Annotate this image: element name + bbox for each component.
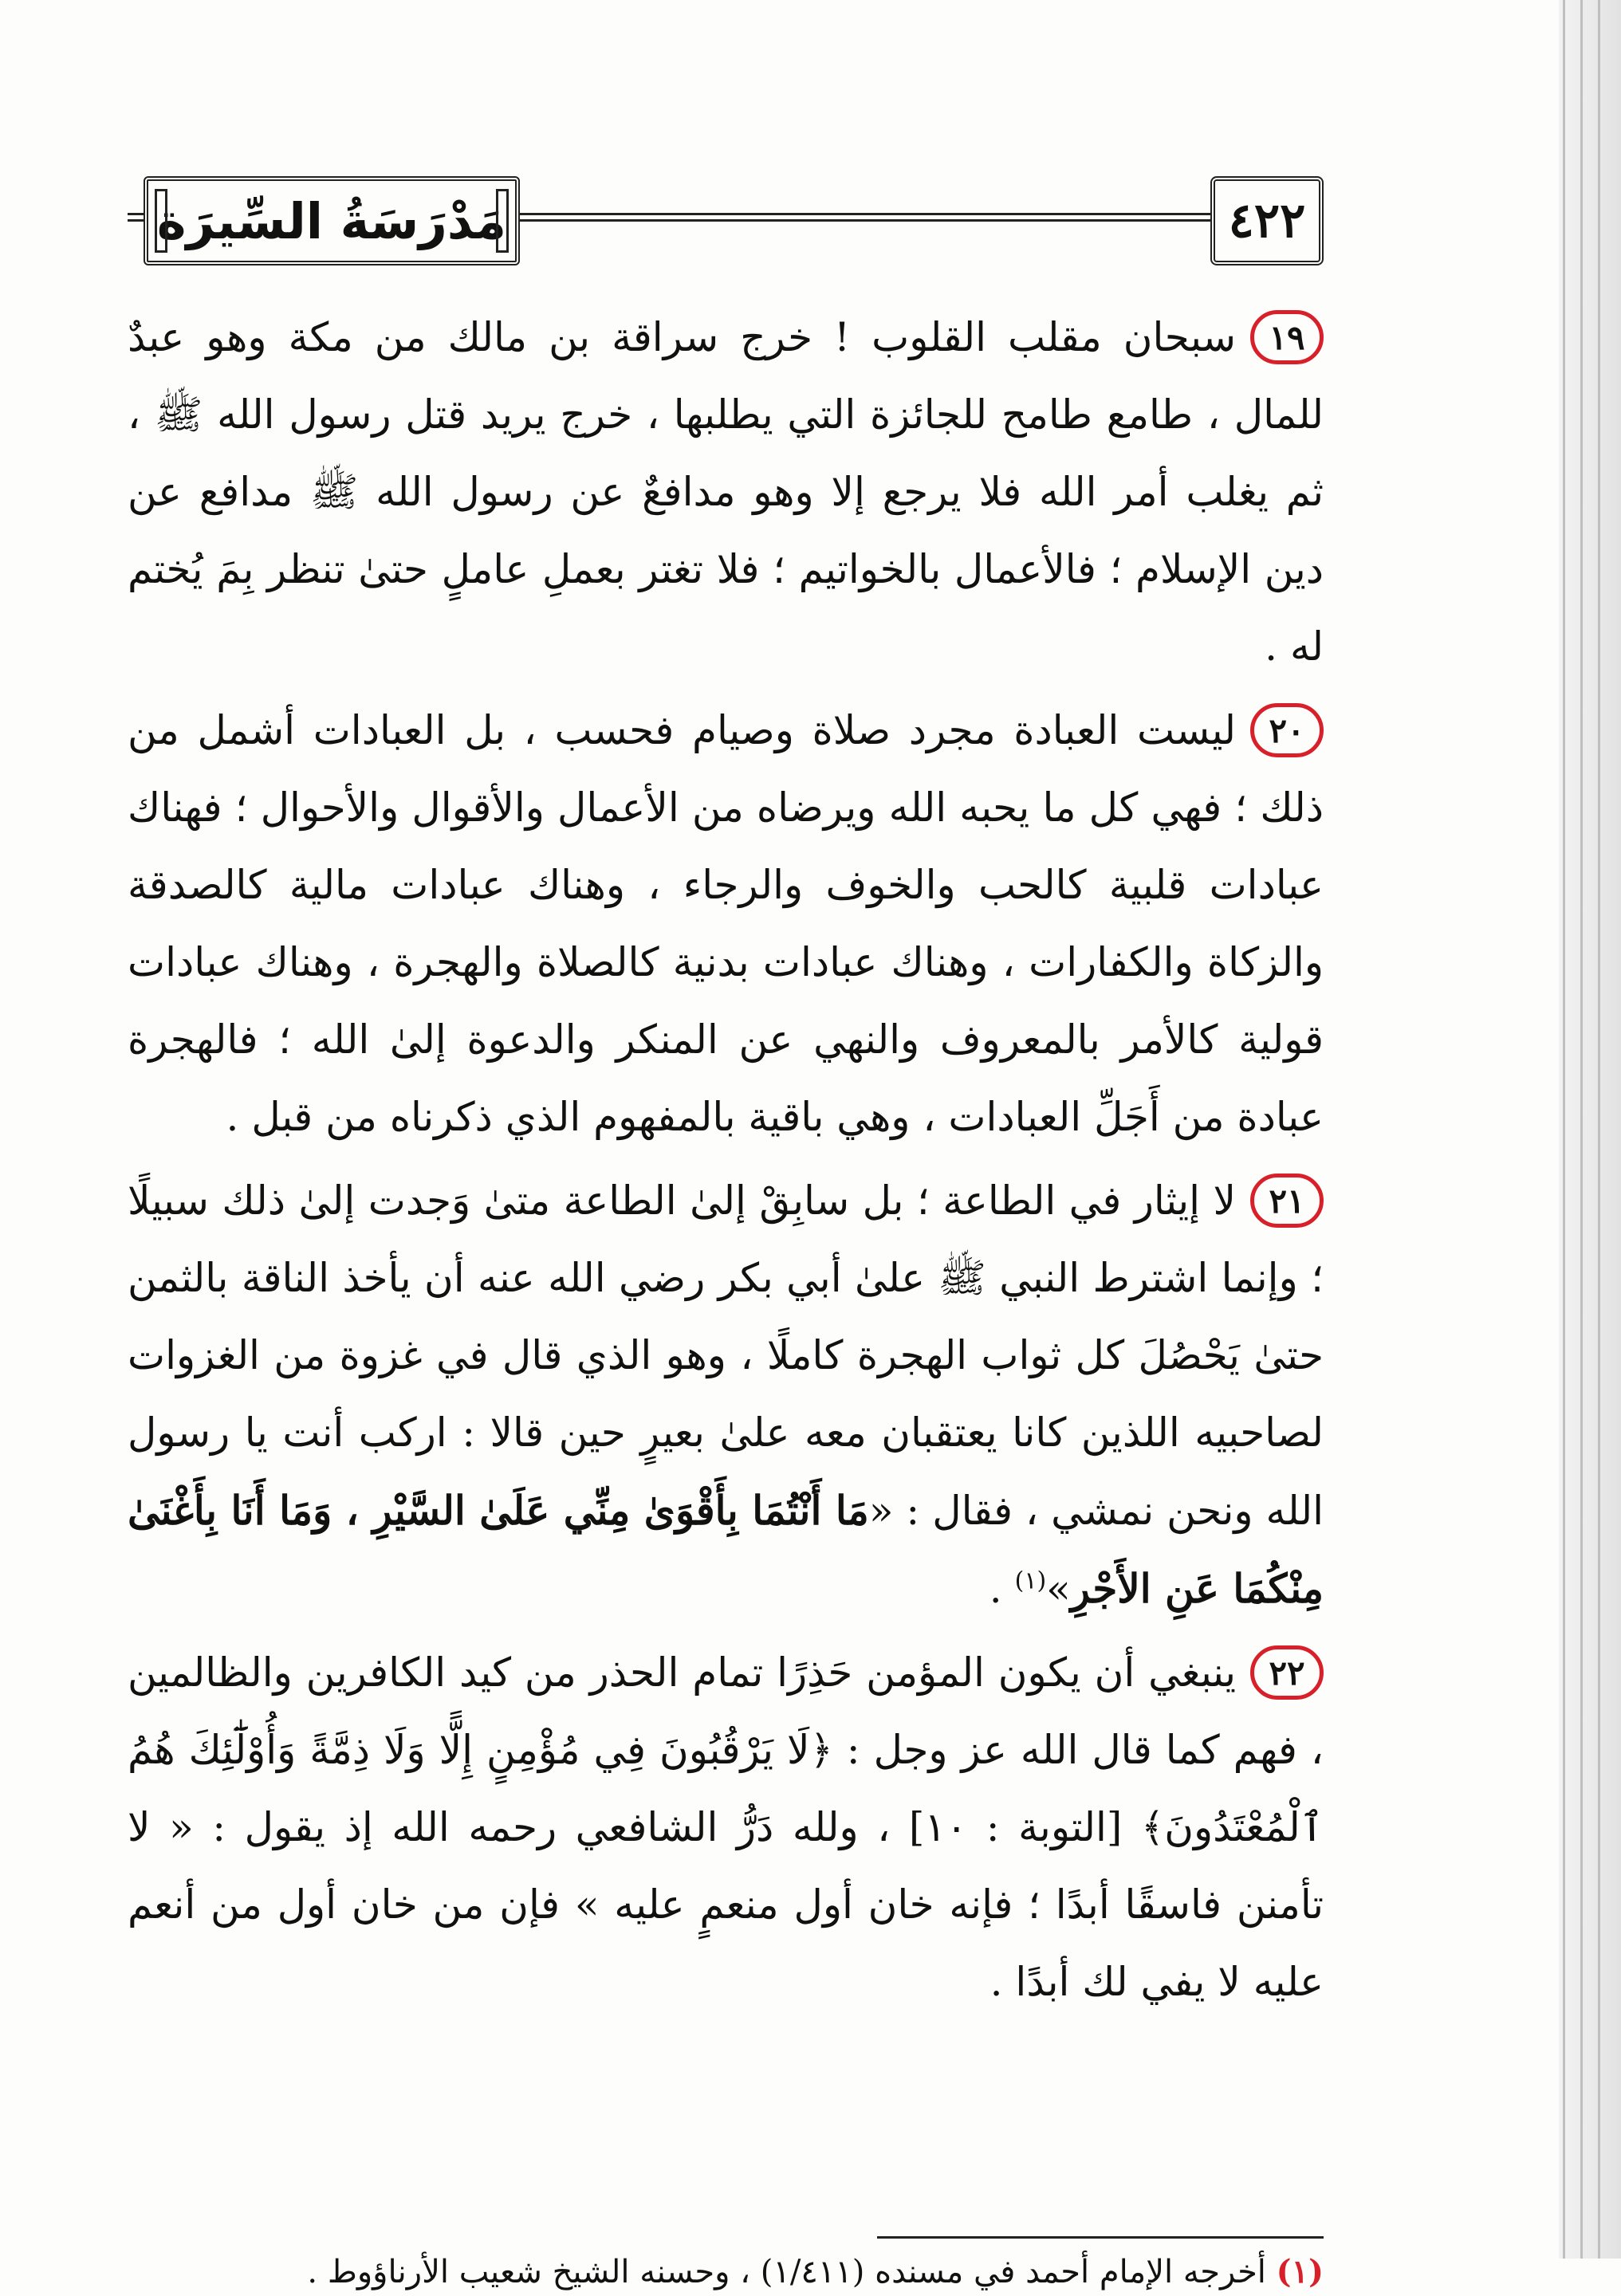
paragraph-text: سبحان مقلب القلوب ! خرج سراقة بن مالك من مكة وهو عبدٌ للمال ، طامع طامح للجائزة التي يطلبها ، خرج يريد قتل رسول الله ﷺ ، ثم يغلب أمر الله فلا يرجع إلا وهو مدافعٌ عن رسول الله ﷺ مدافع عن دين الإسلام ؛ فالأعمال بالخواتيم ؛ فلا تغتر بعملِ عاملٍ حتىٰ تنظر بِمَ يُختم له . <box>128 314 1324 670</box>
paragraph-end: . <box>989 1566 1015 1612</box>
footnote-number: (١) <box>1276 2253 1324 2290</box>
paragraph-number: ٢٢ <box>1250 1645 1324 1700</box>
page-edge-shadow <box>1559 0 1621 2259</box>
page-header <box>128 171 1324 259</box>
paragraph-21 <box>128 1162 1324 1628</box>
quote-close: » <box>1046 1566 1071 1612</box>
paragraph-text: ليست العبادة مجرد صلاة وصيام فحسب ، بل العبادات أشمل من ذلك ؛ فهي كل ما يحبه الله ويرضاه من الأعمال والأقوال والأحوال ؛ فهناك عبادات قلبية كالحب والخوف والرجاء ، وهناك عبادات مالية كالصدقة والزكاة والكفارات ، وهناك عبادات بدنية كالصلاة والهجرة ، وهناك عبادات قولية كالأمر بالمعروف والنهي عن المنكر والدعوة إلىٰ الله ؛ فالهجرة عبادة من أَجَلِّ العبادات ، وهي باقية بالمفهوم الذي ذكرناه من قبل . <box>128 707 1324 1140</box>
paragraph-19 <box>128 299 1324 686</box>
paragraph-20 <box>128 692 1324 1156</box>
page-number: ٤٢٢ <box>1210 176 1324 265</box>
paragraph-number: ٢١ <box>1250 1174 1324 1228</box>
page-edge-line <box>1598 0 1600 2259</box>
book-page <box>128 171 1324 2296</box>
paragraph-text: لا إيثار في الطاعة ؛ بل سابِقْ إلىٰ الطاعة متىٰ وَجدت إلىٰ ذلك سبيلًا ؛ وإنما اشترط النبي ﷺ علىٰ أبي بكر رضي الله عنه أن يأخذ الناقة بالثمن حتىٰ يَحْصُلَ كل ثواب الهجرة كاملًا ، وهو الذي قال في غزوة من الغزوات لصاحبيه اللذين كانا يعتقبان معه علىٰ بعيرٍ حين قالا : اركب أنت يا رسول الله ونحن نمشي ، فقال : « <box>128 1177 1324 1534</box>
paragraph-text: ينبغي أن يكون المؤمن حَذِرًا تمام الحذر من كيد الكافرين والظالمين ، فهم كما قال الله عز وجل : ﴿لَا يَرْقُبُونَ فِي مُؤْمِنٍ إِلًّا وَلَا ذِمَّةً وَأُوْلَٰٓئِكَ هُمُ ٱلْمُعْتَدُونَ﴾ [التوبة : ١٠] ، ولله دَرُّ الشافعي رحمه الله إذ يقول : « لا تأمنن فاسقًا أبدًا ؛ فإنه خان أول منعمٍ عليه » فإن من خان أول من أنعم عليه لا يفي لك أبدًا . <box>128 1649 1324 2005</box>
footnote-reference[interactable]: (١) <box>1014 1567 1047 1595</box>
hadith-quote: مَا أَنْتُمَا بِأَقْوَىٰ مِنِّي عَلَىٰ السَّيْرِ ، وَمَا أَنَا بِأَغْنَىٰ مِنْكُمَا عَنِ الأَجْرِ <box>128 1487 1324 1612</box>
footnote <box>128 2248 1324 2296</box>
page-edge-line <box>1580 0 1583 2259</box>
paragraph-number: ٢٠ <box>1250 703 1324 757</box>
footnote-separator <box>877 2236 1324 2239</box>
paragraph-number: ١٩ <box>1250 310 1324 364</box>
book-title: مَدْرَسَةُ السِّيرَة <box>144 176 520 265</box>
paragraph-22 <box>128 1634 1324 2021</box>
page-edge-line <box>1563 0 1565 2259</box>
footnote-text: أخرجه الإمام أحمد في مسنده (١/٤١١) ، وحسنه الشيخ شعيب الأرناؤوط . <box>307 2254 1266 2290</box>
